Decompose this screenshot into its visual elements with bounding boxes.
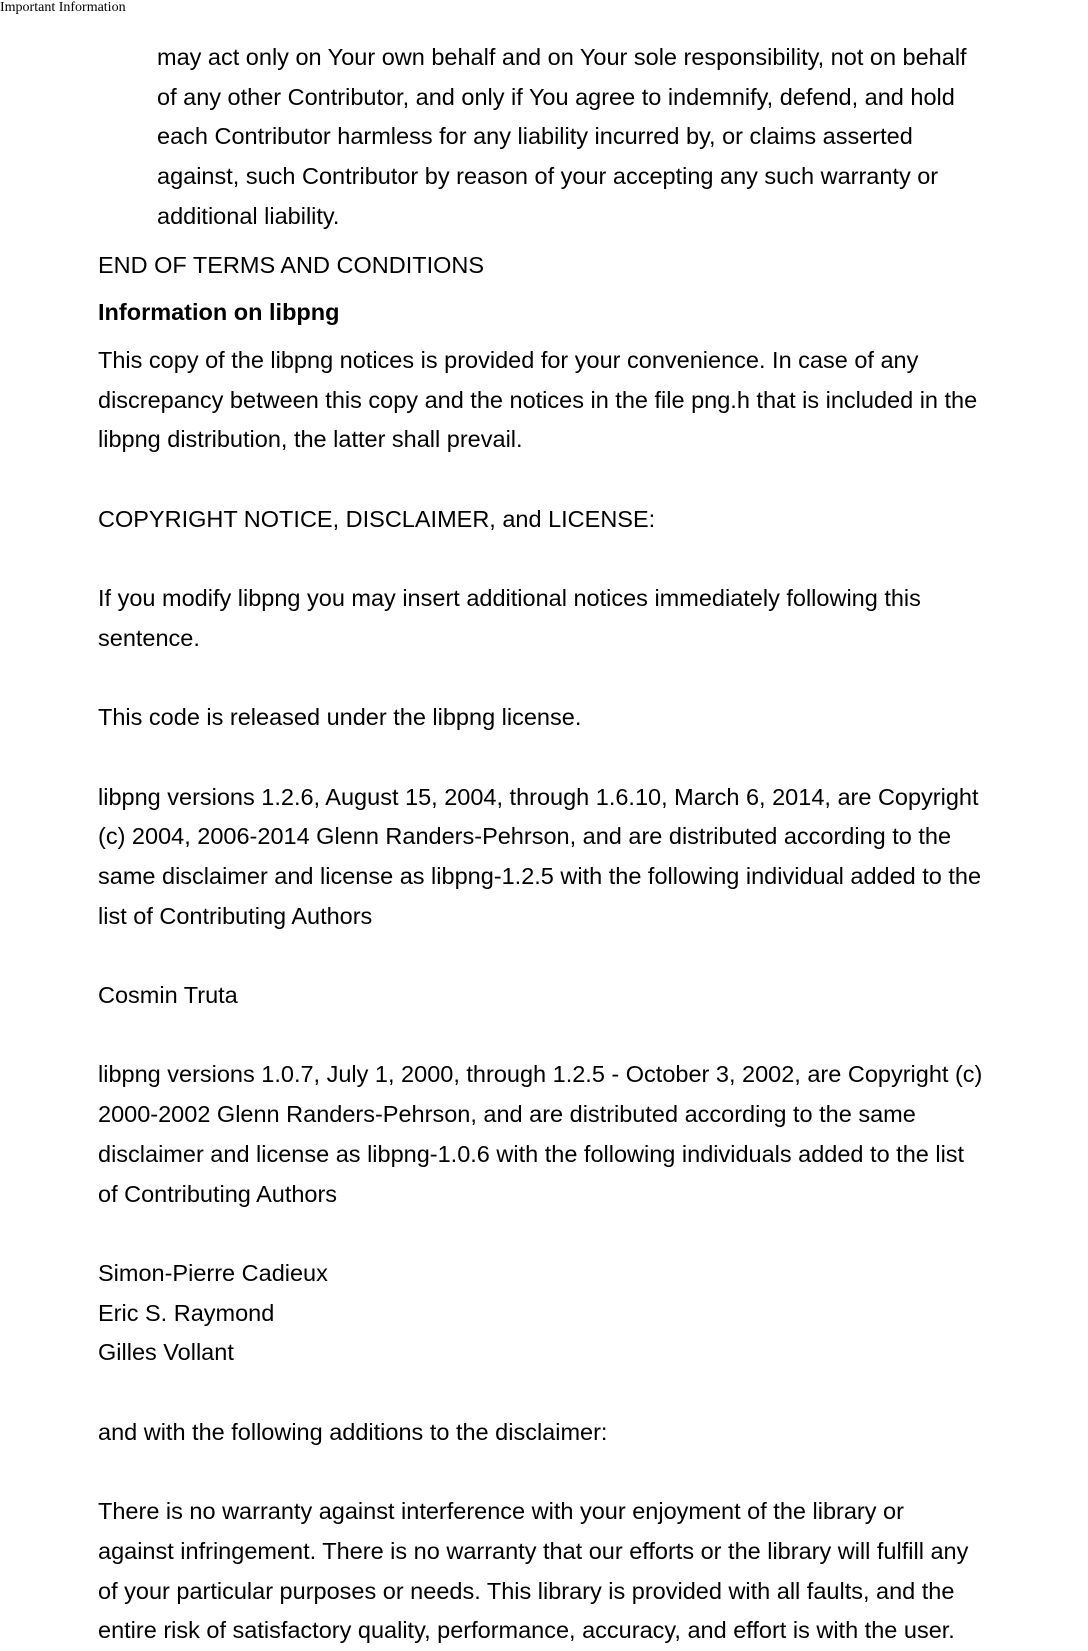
author-name: Eric S. Raymond [98, 1299, 275, 1326]
text-line: may act only on Your own behalf and on Your sole responsibility, not on behalf [157, 44, 967, 70]
text-line: 2000-2002 Glenn Randers-Pehrson, and are distributed according to the same [98, 1101, 916, 1128]
author-name: Cosmin Truta [98, 982, 238, 1009]
text-line: If you modify libpng you may insert additional notices immediately following this [98, 585, 921, 612]
section-heading: Information on libpng [98, 299, 340, 326]
text-line: of any other Contributor, and only if You agree to indemnify, defend, and hold [157, 83, 955, 110]
text-line: disclaimer and license as libpng-1.0.6 with the following individuals added to the list [98, 1140, 965, 1167]
warranty-continuation [157, 38, 1088, 237]
text-line: of Contributing Authors [98, 1180, 338, 1207]
end-of-terms: END OF TERMS AND CONDITIONS [98, 251, 485, 278]
versions-126-paragraph [98, 778, 1088, 937]
document-body [98, 38, 1088, 1651]
contributing-author [98, 976, 1088, 1016]
text-line: and with the following additions to the disclaimer: [98, 1418, 608, 1445]
text-line: list of Contributing Authors [98, 902, 373, 929]
author-name: Simon-Pierre Cadieux [98, 1259, 328, 1286]
text-line: (c) 2004, 2006-2014 Glenn Randers-Pehrson, and are distributed according to the [98, 823, 952, 850]
text-line: COPYRIGHT NOTICE, DISCLAIMER, and LICENSE: [98, 505, 656, 532]
author-name: Gilles Vollant [98, 1339, 234, 1366]
text-line: libpng versions 1.0.7, July 1, 2000, through 1.2.5 - October 3, 2002, are Copyright (c) [98, 1061, 983, 1088]
text-line: entire risk of satisfactory quality, performance, accuracy, and effort is with the user. [98, 1617, 955, 1644]
text-line: libpng distribution, the latter shall prevail. [98, 426, 523, 453]
versions-107-paragraph [98, 1055, 1088, 1214]
page-header: Important Information [0, 0, 126, 15]
disclaimer-additions [98, 1413, 1088, 1453]
text-line: against, such Contributor by reason of your accepting any such warranty or [157, 163, 939, 190]
text-line: This copy of the libpng notices is provided for your convenience. In case of any [98, 346, 919, 373]
text-line: discrepancy between this copy and the notices in the file png.h that is included in the [98, 386, 978, 413]
text-line: against infringement. There is no warranty that our efforts or the library will fulfill any [98, 1537, 969, 1564]
text-line: There is no warranty against interference with your enjoyment of the library or [98, 1498, 904, 1525]
text-line: each Contributor harmless for any liability incurred by, or claims asserted [157, 123, 913, 150]
copyright-notice [98, 500, 1088, 540]
text-line: libpng versions 1.2.6, August 15, 2004, through 1.6.10, March 6, 2014, are Copyright [98, 783, 979, 810]
text-line: additional liability. [157, 202, 340, 229]
text-line: of your particular purposes or needs. This library is provided with all faults, and the [98, 1577, 955, 1604]
text-line: sentence. [98, 624, 200, 651]
text-line: This code is released under the libpng license. [98, 704, 582, 731]
contributing-authors-list [98, 1254, 1088, 1373]
modify-paragraph [98, 579, 1088, 658]
text-line: same disclaimer and license as libpng-1.2.5 with the following individual added to the [98, 863, 982, 889]
no-warranty-paragraph [98, 1492, 1088, 1651]
license-statement [98, 698, 1088, 738]
intro-paragraph [98, 341, 1088, 460]
